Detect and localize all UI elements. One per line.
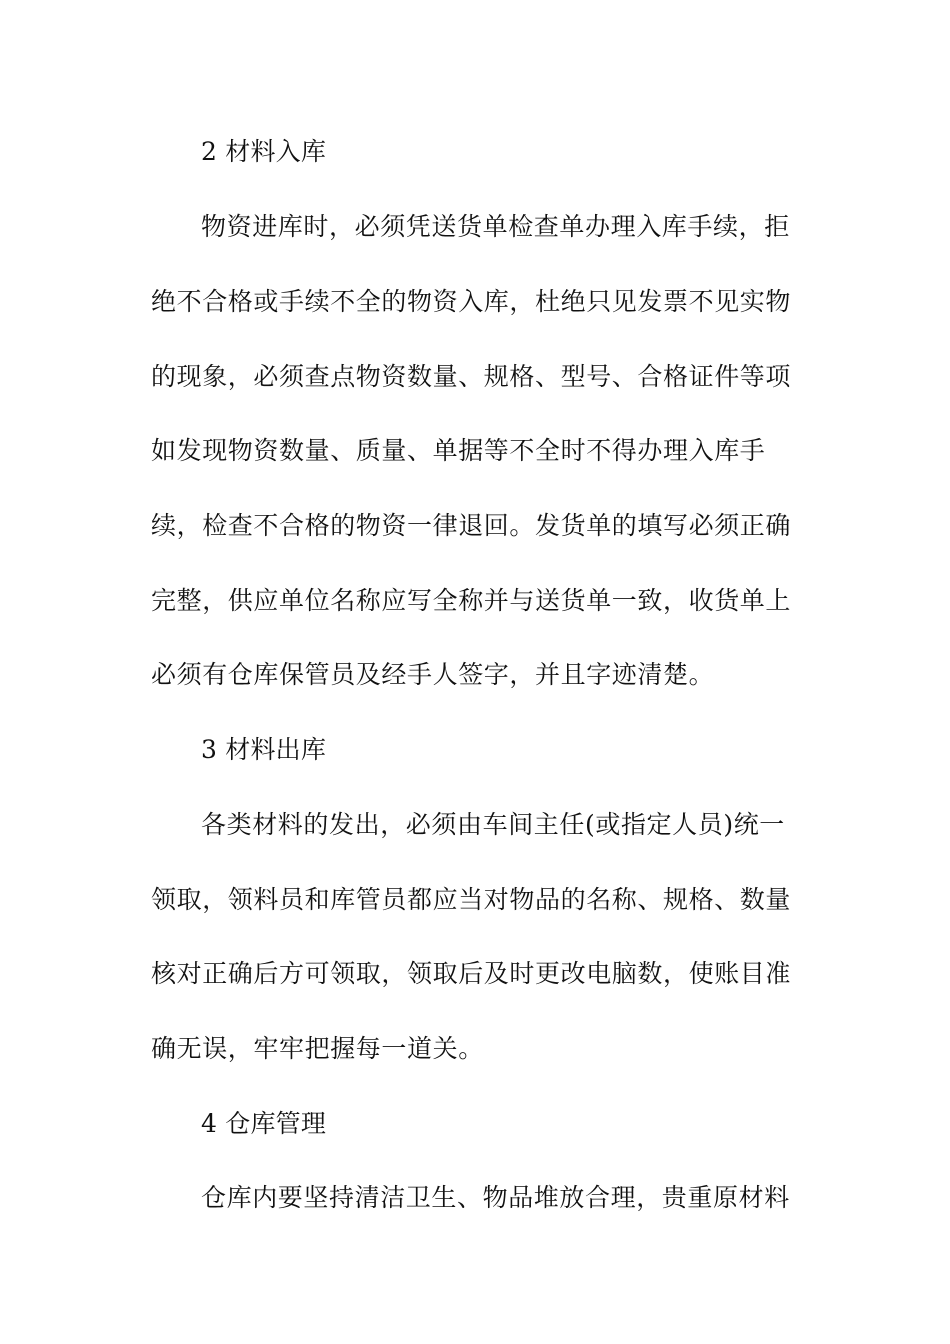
paragraph-line: 如发现物资数量、质量、单据等不全时不得办理入库手: [151, 436, 766, 465]
paragraph-line: 确无误，牢牢把握每一道关。: [151, 1034, 484, 1063]
paragraph-line: 的现象，必须查点物资数量、规格、型号、合格证件等项: [151, 362, 792, 391]
paragraph-line: 各类材料的发出，必须由车间主任(或指定人员)统一: [201, 810, 785, 839]
paragraph-line: 必须有仓库保管员及经手人签字，并且字迹清楚。: [151, 660, 715, 689]
paragraph-line: 续，检查不合格的物资一律退回。发货单的填写必须正确: [151, 511, 792, 540]
section-heading-materials-outbound: 3 材料出库: [201, 735, 327, 764]
paragraph-line: 领取，领料员和库管员都应当对物品的名称、规格、数量: [151, 885, 792, 914]
section-heading-materials-inbound: 2 材料入库: [201, 137, 327, 166]
section-heading-warehouse-management: 4 仓库管理: [201, 1109, 327, 1138]
paragraph-line: 完整，供应单位名称应写全称并与送货单一致，收货单上: [151, 586, 792, 615]
paragraph-line: 绝不合格或手续不全的物资入库，杜绝只见发票不见实物: [151, 287, 792, 316]
paragraph-line: 核对正确后方可领取，领取后及时更改电脑数，使账目准: [151, 959, 792, 988]
paragraph-line: 物资进库时，必须凭送货单检查单办理入库手续，拒: [201, 212, 790, 241]
paragraph-line: 仓库内要坚持清洁卫生、物品堆放合理，贵重原材料: [201, 1183, 790, 1212]
